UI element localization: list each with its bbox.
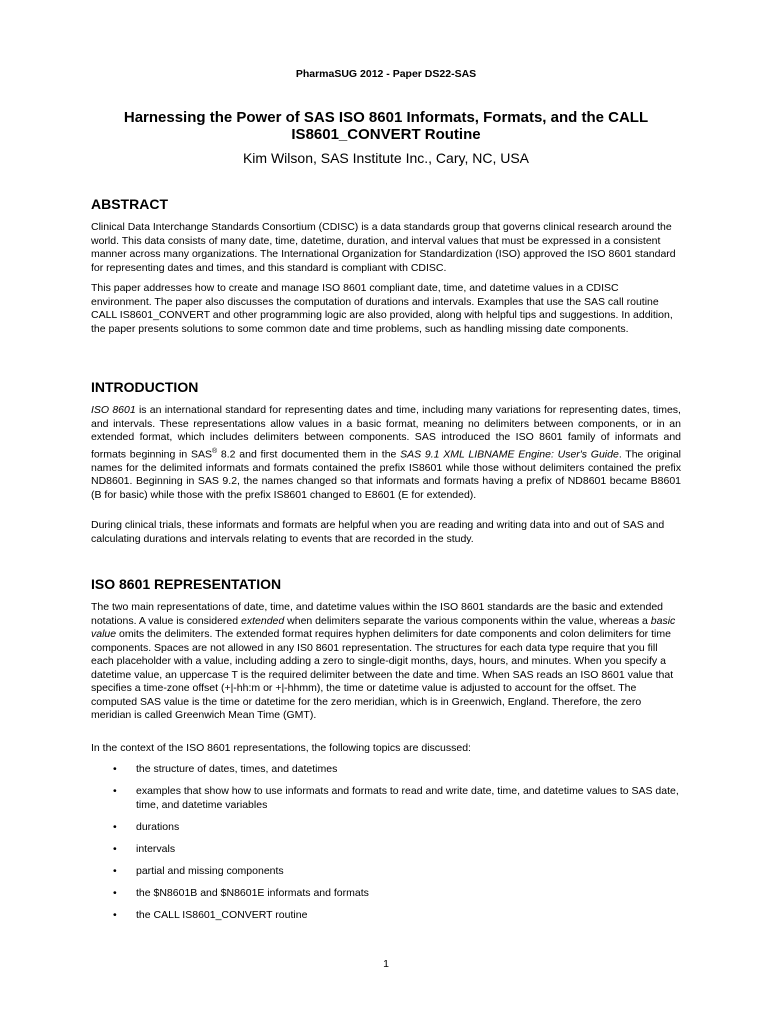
conference-header: PharmaSUG 2012 - Paper DS22-SAS (295, 68, 477, 80)
list-item: • durations (113, 820, 180, 833)
bullet-icon: • (113, 763, 117, 775)
list-item: • the CALL IS8601_CONVERT routine (113, 908, 308, 921)
list-item: • the structure of dates, times, and datetimes (113, 763, 338, 775)
list-item: • the $N8601B and $N8601E informats and formats (113, 886, 369, 899)
abstract-paragraph-2: This paper addresses how to create and manage ISO 8601 compliant date, time, and datetime values in a CDISC environment. The paper also discusses the computation of durations and intervals. Examples that use the SAS call routine CALL IS8601_CONVERT and other programming logic are also provided, along with helpful tips and suggestions. In addition, the paper presents solutions to some common date and time problems, such as handling missing date components. (91, 282, 673, 335)
representation-paragraph-1: The two main representations of date, time, and datetime values within the ISO 8601 standards are the basic and extended notations. A value is considered extended when delimiters separate the various components within the value, whereas a basic value omits the delimiters. The extended format requires hyphen delimiters for date components and colon delimiters for time components. Spaces are not allowed in any IS0 8601 representation. The structures for each data type require that you fill each placeholder with a value, including adding a zero to single-digit months, days, hours, and minutes. When you specify a datetime value, an uppercase T is the required delimiter between the date and time. When SAS reads an ISO 8601 value that specifies a time-zone offset (+|-hh:m or +|-hhmm), the time or datetime value is adjusted to account for the offset. The computed SAS value is the time or datetime for the zero meridian, which is in Greenwich, England. Therefore, the zero meridian is called Greenwich Mean Time (GMT). (91, 601, 676, 721)
list-item: • intervals (113, 842, 176, 855)
list-item: • partial and missing components (113, 864, 284, 877)
introduction-paragraph-1: ISO 8601 is an international standard for representing dates and time, including many variations for representing dates, times, and intervals. These representations allow values in a basic format, meaning no delimiters between components, or in an extended format, which includes delimiters between components. SAS introduced the ISO 8601 family of informats and formats beginning in SAS® 8.2 and first documented them in the SAS 9.1 XML LIBNAME Engine: User's Guide. The original names for the delimited informats and formats contained the prefix IS8601 while those without delimiters contained the prefix ND8601. Beginning in SAS 9.2, the names changed so that informats and formats having a prefix of ND8601 became B8601 (B for basic) while those with the prefix IS8601 changed to E8601 (E for extended). (91, 404, 682, 501)
guide-title: SAS 9.1 XML LIBNAME Engine: User's Guide (400, 448, 619, 460)
bullet-icon: • (113, 785, 117, 797)
introduction-heading: INTRODUCTION (91, 379, 199, 395)
paper-title-line1: Harnessing the Power of SAS ISO 8601 Informats, Formats, and the CALL (123, 109, 649, 126)
representation-heading: ISO 8601 REPRESENTATION (91, 576, 282, 592)
paper-title (91, 109, 681, 143)
bullet-icon: • (113, 842, 117, 855)
bullet-icon: • (113, 864, 117, 877)
page-number: 1 (383, 958, 389, 970)
author-line: Kim Wilson, SAS Institute Inc., Cary, NC, USA (242, 150, 530, 166)
bullet-icon: • (113, 908, 117, 921)
abstract-heading: ABSTRACT (91, 196, 168, 212)
abstract-paragraph-1: Clinical Data Interchange Standards Consortium (CDISC) is a data standards group that governs clinical research around the world. This data consists of many date, time, datetime, duration, and interval values that must be expressed in a consistent manner across many organizations. The International Organization for Standardization (ISO) approved the ISO 8601 standard for representing dates and times, and this standard is compliant with CDISC. (91, 221, 676, 274)
registered-mark: ® (212, 447, 218, 455)
paper-title-line2: IS8601_CONVERT Routine (291, 126, 481, 143)
list-item: • examples that show how to use informats and formats to read and write date, time, and datetime values to SAS date, time, and datetime variables (113, 785, 679, 811)
bullet-icon: • (113, 820, 117, 833)
topics-list (91, 763, 681, 931)
representation-paragraph-2: In the context of the ISO 8601 representations, the following topics are discussed: (91, 742, 471, 754)
introduction-paragraph-2: During clinical trials, these informats and formats are helpful when you are reading and writing data into and out of SAS and calculating durations and intervals relating to events that are recorded in the study. (91, 519, 665, 545)
bullet-icon: • (113, 886, 117, 899)
iso-8601-term: ISO 8601 (91, 404, 136, 416)
